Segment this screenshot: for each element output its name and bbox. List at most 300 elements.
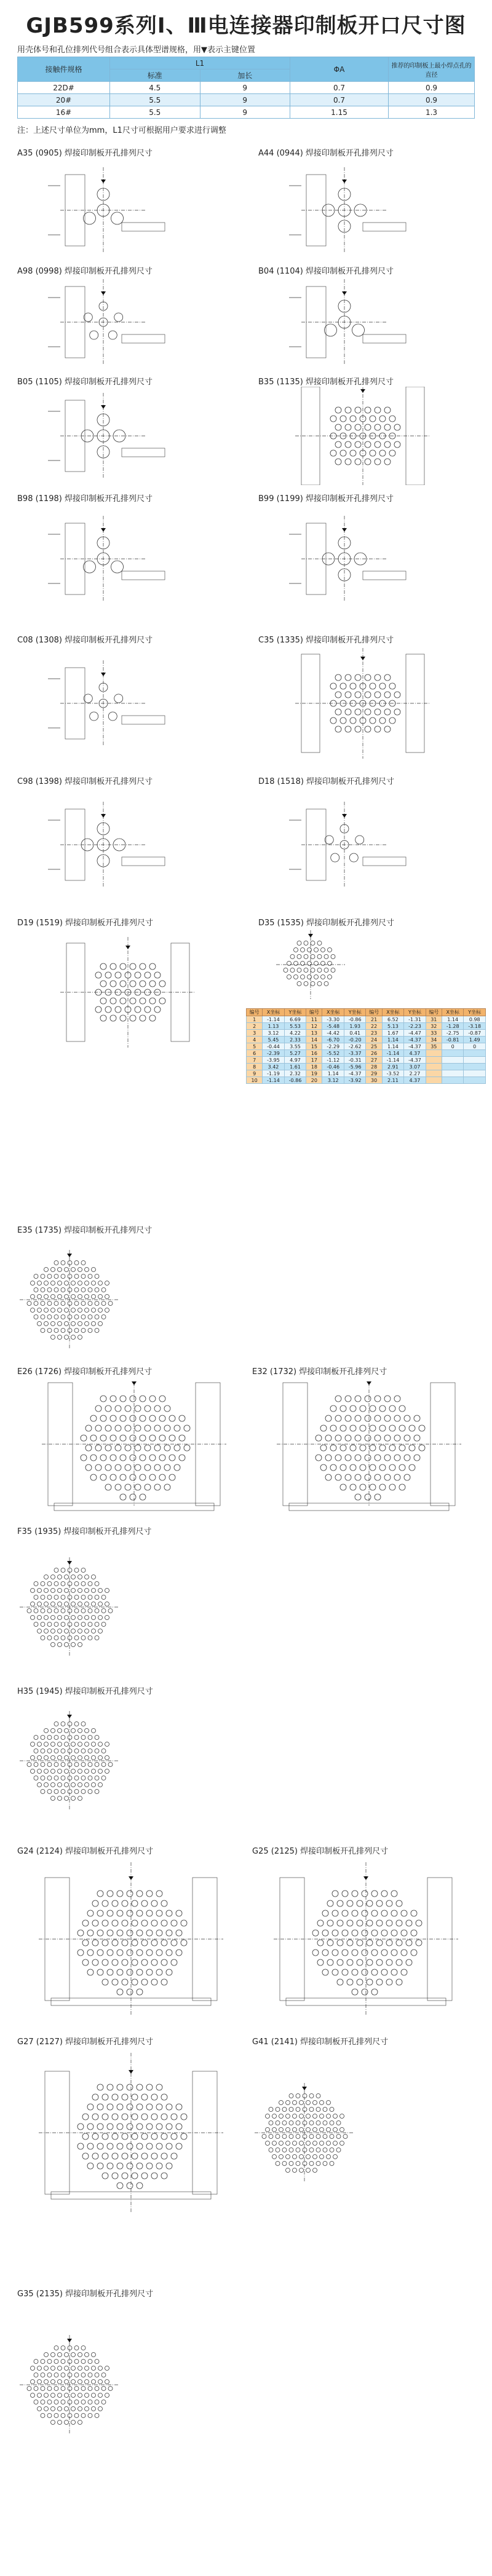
- contact-hole: [137, 1989, 143, 1995]
- contact-hole: [112, 1900, 118, 1906]
- contact-hole: [81, 2387, 85, 2391]
- contact-hole: [396, 1900, 402, 1906]
- contact-hole: [81, 1302, 85, 1306]
- contact-hole: [406, 1920, 412, 1926]
- contact-hole: [34, 1776, 38, 1780]
- contact-hole: [323, 2121, 327, 2125]
- contact-hole: [85, 1575, 89, 1579]
- contact-hole: [394, 441, 400, 448]
- contact-hole: [176, 2143, 182, 2149]
- contact-hole: [370, 1445, 376, 1451]
- contact-hole: [34, 1582, 38, 1586]
- contact-hole: [65, 1575, 69, 1579]
- contact-hole: [44, 1308, 49, 1313]
- coord-cell: 3.42: [263, 1064, 285, 1070]
- contact-hole: [362, 1891, 368, 1897]
- contact-hole: [384, 1435, 391, 1441]
- contact-hole: [414, 1415, 420, 1421]
- contact-hole: [350, 1484, 356, 1490]
- contact-hole: [355, 1415, 361, 1421]
- coord-cell: 28: [366, 1064, 382, 1070]
- contact-hole: [399, 1464, 405, 1471]
- hole-pattern-drawing: [258, 158, 467, 263]
- contact-hole: [112, 2114, 118, 2120]
- contact-hole: [38, 2380, 42, 2384]
- contact-hole: [394, 1415, 400, 1421]
- contact-hole: [68, 2414, 72, 2418]
- contact-hole: [335, 424, 341, 430]
- contact-hole: [140, 1435, 146, 1441]
- contact-hole: [324, 968, 328, 973]
- contact-hole: [355, 441, 361, 448]
- contact-hole: [81, 1582, 85, 1586]
- contact-hole: [111, 212, 124, 224]
- contact-hole: [293, 2114, 297, 2119]
- contact-hole: [120, 1494, 126, 1500]
- contact-hole: [384, 1415, 391, 1421]
- contact-hole: [65, 1769, 69, 1774]
- contact-hole: [411, 1930, 417, 1936]
- master-key-icon: [360, 657, 365, 660]
- contact-hole: [108, 2387, 113, 2391]
- coord-cell: -1.14: [382, 1050, 404, 1057]
- contact-hole: [286, 2155, 290, 2159]
- contact-hole: [156, 1910, 162, 1916]
- contact-hole: [98, 1281, 103, 1286]
- contact-hole: [321, 962, 325, 966]
- contact-hole: [61, 1329, 65, 1333]
- contact-hole: [92, 1959, 98, 1966]
- contact-hole: [95, 1609, 99, 1613]
- coord-header: Y坐标: [404, 1009, 426, 1016]
- coord-cell: -0.86: [284, 1077, 306, 1084]
- contact-hole: [169, 1455, 175, 1461]
- contact-hole: [279, 2128, 284, 2132]
- contact-hole: [365, 424, 371, 430]
- contact-hole: [58, 1308, 62, 1313]
- contact-hole: [68, 1776, 72, 1780]
- contact-hole: [78, 1308, 82, 1313]
- table-row: [247, 1070, 486, 1077]
- contact-hole: [54, 1315, 58, 1319]
- contact-hole: [350, 683, 356, 689]
- contact-hole: [286, 2141, 290, 2146]
- contact-hole: [282, 2162, 287, 2166]
- contact-hole: [117, 1930, 123, 1936]
- contact-hole: [141, 2133, 148, 2139]
- contact-hole: [44, 2407, 49, 2411]
- contact-hole: [38, 1602, 42, 1606]
- contact-hole: [333, 2114, 338, 2119]
- contact-hole: [266, 2114, 270, 2119]
- coord-cell: 21: [366, 1016, 382, 1023]
- contact-hole: [84, 313, 92, 322]
- contact-hole: [85, 1268, 89, 1272]
- coord-cell: 23: [366, 1030, 382, 1037]
- master-key-icon: [101, 405, 106, 409]
- contact-hole: [149, 981, 156, 987]
- coord-cell: -1.12: [322, 1057, 344, 1064]
- contact-hole: [88, 2373, 92, 2377]
- contact-hole: [47, 1622, 52, 1627]
- contact-hole: [184, 1425, 190, 1431]
- contact-hole: [107, 2143, 113, 2149]
- contact-hole: [137, 1891, 143, 1897]
- contact-hole: [156, 2163, 162, 2169]
- contact-hole: [108, 712, 117, 721]
- contact-hole: [300, 2168, 304, 2173]
- contact-hole: [95, 1582, 99, 1586]
- contact-hole: [105, 1484, 111, 1490]
- contact-hole: [38, 1322, 42, 1326]
- contact-hole: [379, 416, 386, 422]
- contact-hole: [297, 941, 301, 946]
- contact-hole: [95, 2373, 99, 2377]
- coord-cell: 14: [306, 1037, 322, 1043]
- contact-hole: [311, 982, 315, 986]
- contact-hole: [88, 2400, 92, 2404]
- contact-hole: [31, 1616, 35, 1620]
- contact-hole: [371, 1989, 378, 1995]
- contact-hole: [95, 1445, 101, 1451]
- contact-hole: [41, 1302, 45, 1306]
- master-key-icon: [342, 180, 347, 183]
- contact-hole: [130, 1015, 136, 1021]
- contact-hole: [156, 2124, 162, 2130]
- contact-hole: [81, 2400, 85, 2404]
- contact-hole: [370, 1405, 376, 1412]
- contact-hole: [294, 962, 298, 966]
- contact-hole: [101, 2373, 106, 2377]
- drawing-section: [17, 492, 226, 615]
- contact-hole: [107, 1930, 113, 1936]
- contact-hole: [44, 1602, 49, 1606]
- coord-cell: 2.91: [382, 1064, 404, 1070]
- contact-hole: [308, 962, 312, 966]
- contact-hole: [54, 1261, 58, 1265]
- contact-hole: [31, 1295, 35, 1299]
- contact-hole: [85, 1589, 89, 1593]
- coord-cell: 12: [306, 1023, 322, 1030]
- contact-hole: [38, 2407, 42, 2411]
- table-row: [247, 1016, 486, 1023]
- contact-hole: [161, 2133, 167, 2139]
- contact-hole: [355, 407, 361, 413]
- contact-hole: [65, 1742, 69, 1747]
- contact-hole: [286, 2168, 290, 2173]
- contact-hole: [287, 962, 292, 966]
- contact-hole: [87, 1910, 93, 1916]
- contact-hole: [414, 1435, 420, 1441]
- contact-hole: [102, 2153, 108, 2159]
- contact-hole: [122, 1979, 128, 1985]
- spec-header-contact: 接触件规格: [18, 57, 110, 82]
- contact-hole: [51, 1742, 55, 1747]
- contact-hole: [78, 1335, 82, 1340]
- contact-hole: [391, 1950, 397, 1956]
- contact-hole: [156, 1950, 162, 1956]
- coord-cell: -0.44: [263, 1043, 285, 1050]
- contact-hole: [179, 1415, 185, 1421]
- drawing-section: [252, 1365, 486, 1512]
- contact-hole: [309, 2148, 314, 2152]
- contact-hole: [289, 2094, 293, 2098]
- contact-hole: [78, 1575, 82, 1579]
- coord-cell: 11: [306, 1016, 322, 1023]
- coord-cell: -0.81: [442, 1037, 464, 1043]
- contact-hole: [65, 1643, 69, 1647]
- drawing-section: [258, 492, 467, 615]
- contact-hole: [68, 1568, 72, 1573]
- contact-hole: [88, 1790, 92, 1794]
- contact-hole: [156, 2143, 162, 2149]
- contact-hole: [340, 2141, 344, 2146]
- contact-hole: [68, 1622, 72, 1627]
- contact-hole: [317, 968, 322, 973]
- contact-hole: [411, 1910, 417, 1916]
- contact-hole: [65, 1589, 69, 1593]
- master-key-icon: [101, 180, 106, 183]
- contact-hole: [311, 941, 315, 946]
- contact-hole: [44, 1575, 49, 1579]
- contact-hole: [74, 1288, 79, 1292]
- contact-hole: [102, 2133, 108, 2139]
- units-note: 注：上述尺寸单位为mm，L1尺寸可根据用户要求进行调整: [17, 126, 226, 135]
- contact-hole: [370, 1484, 376, 1490]
- contact-hole: [340, 683, 346, 689]
- contact-hole: [379, 1405, 386, 1412]
- contact-hole: [362, 1989, 368, 1995]
- contact-hole: [85, 1729, 89, 1733]
- hole-pattern-drawing: [17, 1696, 122, 1825]
- contact-hole: [38, 1769, 42, 1774]
- contact-hole: [78, 1268, 82, 1272]
- contact-hole: [166, 1910, 172, 1916]
- contact-hole: [401, 1969, 407, 1975]
- contact-hole: [130, 1494, 136, 1500]
- contact-hole: [384, 709, 391, 715]
- contact-hole: [127, 1891, 133, 1897]
- contact-hole: [154, 1405, 161, 1412]
- contact-hole: [337, 1920, 343, 1926]
- spec-cell: 0.7: [290, 94, 389, 106]
- contact-hole: [108, 1302, 113, 1306]
- contact-hole: [117, 2104, 123, 2110]
- contact-hole: [78, 1796, 82, 1801]
- contact-hole: [81, 1261, 85, 1265]
- contact-hole: [87, 2124, 93, 2130]
- contact-hole: [74, 1790, 79, 1794]
- contact-hole: [82, 1920, 89, 1926]
- contact-hole: [335, 1396, 341, 1402]
- contact-hole: [316, 2148, 320, 2152]
- coord-header: Y坐标: [344, 1009, 366, 1016]
- contact-hole: [130, 963, 136, 970]
- coord-cell: [464, 1050, 486, 1057]
- contact-hole: [47, 1790, 52, 1794]
- contact-hole: [166, 1950, 172, 1956]
- contact-hole: [58, 1742, 62, 1747]
- contact-hole: [303, 2094, 307, 2098]
- contact-hole: [102, 1920, 108, 1926]
- contact-hole: [315, 1455, 322, 1461]
- contact-hole: [301, 975, 305, 979]
- contact-hole: [61, 1595, 65, 1600]
- contact-hole: [323, 2108, 327, 2112]
- contact-hole: [166, 2124, 172, 2130]
- contact-hole: [101, 1763, 106, 1767]
- contact-hole: [31, 1308, 35, 1313]
- spec-cell: 9: [200, 94, 290, 106]
- contact-hole: [276, 2135, 280, 2139]
- coord-cell: 7: [247, 1057, 263, 1064]
- spec-header-l1: L1: [110, 57, 290, 69]
- contact-hole: [151, 2173, 157, 2179]
- contact-hole: [323, 2162, 327, 2166]
- contact-hole: [406, 1940, 412, 1946]
- contact-hole: [286, 2128, 290, 2132]
- contact-hole: [61, 1622, 65, 1627]
- contact-hole: [371, 1950, 378, 1956]
- contact-hole: [146, 2104, 153, 2110]
- coord-cell: 2.33: [284, 1037, 306, 1043]
- contact-hole: [296, 2162, 300, 2166]
- coord-cell: -3.18: [464, 1023, 486, 1030]
- contact-hole: [379, 1425, 386, 1431]
- contact-hole: [375, 1455, 381, 1461]
- coord-cell: 33: [426, 1030, 442, 1037]
- master-key-icon: [342, 528, 347, 532]
- contact-hole: [98, 1308, 103, 1313]
- contact-hole: [92, 1783, 96, 1787]
- contact-hole: [68, 2400, 72, 2404]
- contact-hole: [95, 2387, 99, 2391]
- contact-hole: [350, 1425, 356, 1431]
- contact-hole: [105, 1742, 109, 1747]
- contact-hole: [411, 1950, 417, 1956]
- contact-hole: [98, 2380, 103, 2384]
- contact-hole: [357, 1959, 363, 1966]
- contact-hole: [164, 1484, 170, 1490]
- contact-hole: [355, 674, 361, 681]
- contact-hole: [370, 1425, 376, 1431]
- contact-hole: [74, 1636, 79, 1640]
- coord-cell: -0.20: [344, 1037, 366, 1043]
- contact-hole: [65, 1322, 69, 1326]
- contact-hole: [389, 717, 395, 724]
- contact-hole: [149, 1396, 156, 1402]
- contact-hole: [156, 1891, 162, 1897]
- coord-header: Y坐标: [464, 1009, 486, 1016]
- contact-hole: [41, 1274, 45, 1279]
- contact-hole: [34, 1315, 38, 1319]
- contact-hole: [342, 1891, 348, 1897]
- contact-hole: [34, 1595, 38, 1600]
- contact-hole: [68, 1329, 72, 1333]
- contact-hole: [34, 1736, 38, 1740]
- contact-hole: [41, 1776, 45, 1780]
- contact-hole: [371, 1891, 378, 1897]
- contact-hole: [98, 1616, 103, 1620]
- contact-hole: [381, 1891, 387, 1897]
- contact-hole: [137, 2163, 143, 2169]
- contact-hole: [110, 981, 116, 987]
- contact-hole: [85, 2407, 89, 2411]
- contact-hole: [350, 450, 356, 456]
- section-label: G25 (2125) 焊接印制板开孔排列尺寸: [252, 1847, 389, 1856]
- contact-hole: [316, 2135, 320, 2139]
- contact-hole: [92, 2094, 98, 2100]
- contact-hole: [304, 955, 308, 959]
- hole-pattern-drawing: [258, 786, 467, 903]
- contact-hole: [51, 1281, 55, 1286]
- contact-hole: [300, 2114, 304, 2119]
- contact-hole: [98, 1295, 103, 1299]
- contact-hole: [98, 1602, 103, 1606]
- contact-hole: [394, 692, 400, 698]
- contact-hole: [81, 1790, 85, 1794]
- contact-hole: [85, 1756, 89, 1760]
- coord-cell: -3.37: [344, 1050, 366, 1057]
- contact-hole: [332, 1910, 338, 1916]
- coord-cell: -4.37: [344, 1070, 366, 1077]
- contact-hole: [375, 692, 381, 698]
- spec-cell: 1.15: [290, 106, 389, 119]
- contact-hole: [370, 450, 376, 456]
- contact-hole: [105, 1602, 109, 1606]
- contact-hole: [345, 674, 351, 681]
- master-key-icon: [101, 291, 106, 295]
- contact-hole: [98, 1769, 103, 1774]
- contact-hole: [327, 1920, 333, 1926]
- contact-hole: [313, 2141, 317, 2146]
- contact-hole: [320, 1464, 327, 1471]
- hole-pattern-drawing: [17, 2299, 122, 2471]
- contact-hole: [325, 1474, 331, 1480]
- contact-hole: [360, 1405, 366, 1412]
- contact-hole: [347, 1979, 353, 1985]
- coord-cell: 4.97: [284, 1057, 306, 1064]
- contact-hole: [88, 1288, 92, 1292]
- contact-hole: [85, 1281, 89, 1286]
- contact-hole: [127, 1989, 133, 1995]
- contact-hole: [108, 331, 117, 339]
- contact-hole: [78, 1769, 82, 1774]
- coord-cell: 10: [247, 1077, 263, 1084]
- contact-hole: [345, 1396, 351, 1402]
- drawing-section: [17, 1525, 152, 1678]
- contact-hole: [127, 1950, 133, 1956]
- contact-hole: [404, 1474, 410, 1480]
- contact-hole: [146, 2163, 153, 2169]
- contact-hole: [345, 692, 351, 698]
- contact-hole: [47, 1274, 52, 1279]
- contact-hole: [324, 982, 328, 986]
- section-label: A35 (0905) 焊接印制板开孔排列尺寸: [17, 149, 153, 158]
- drawing-section: [17, 1223, 202, 1365]
- contact-hole: [98, 2366, 103, 2371]
- contact-hole: [137, 1950, 143, 1956]
- contact-hole: [47, 1763, 52, 1767]
- coord-cell: -5.52: [322, 1050, 344, 1057]
- contact-hole: [159, 1396, 165, 1402]
- contact-hole: [120, 1435, 126, 1441]
- contact-hole: [95, 1425, 101, 1431]
- spec-row: [18, 94, 475, 106]
- section-label: H35 (1945) 焊接印制板开孔排列尺寸: [17, 1687, 153, 1696]
- contact-hole: [54, 1776, 58, 1780]
- contact-hole: [384, 1455, 391, 1461]
